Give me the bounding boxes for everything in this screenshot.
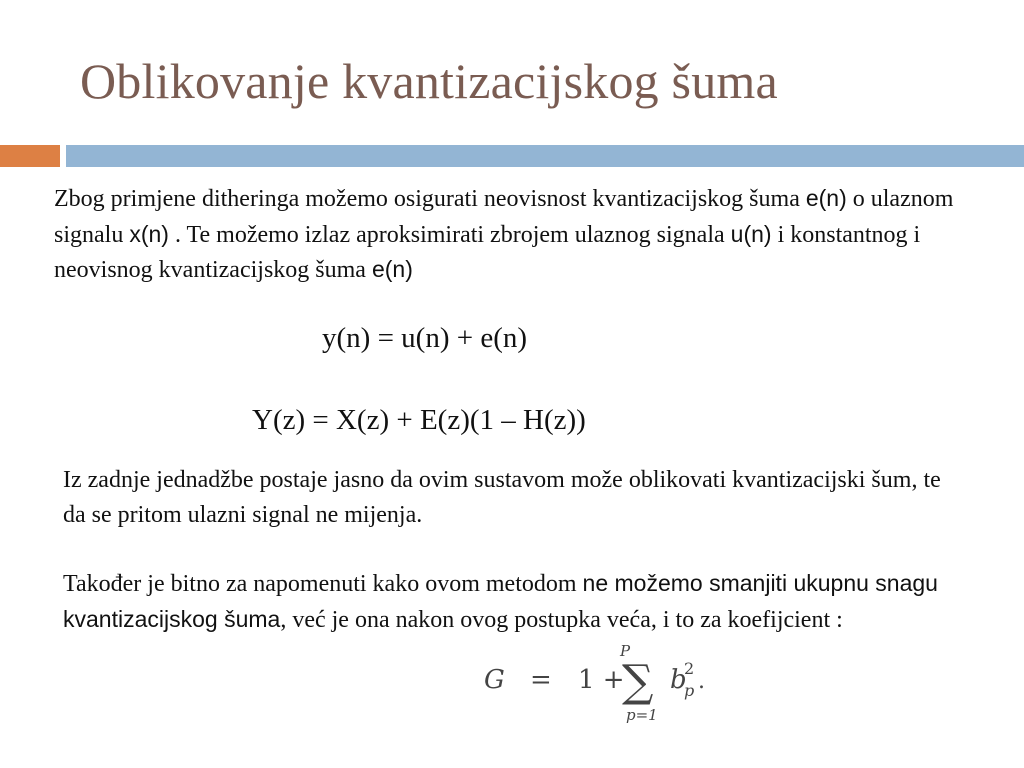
formula-sum-upper: P xyxy=(620,642,631,660)
formula-subscript: p xyxy=(684,681,695,700)
note-text-2: , već je ona nakon ovog postupka veća, i to za koefijcient : xyxy=(280,606,843,633)
intro-text-2: o ulaznom signalu xyxy=(54,186,954,248)
paragraph-conclusion: Iz zadnje jednadžbe postaje jasno da ovim sustavom može oblikovati kvantizacijski šum, te da se pritom ulazni signal ne mijenja. xyxy=(63,467,941,528)
formula-lhs: G xyxy=(484,665,505,695)
formula-one-plus: 1 + xyxy=(578,665,625,695)
signal-x-n: x(n) xyxy=(129,220,169,247)
paragraph-intro xyxy=(54,181,954,288)
accent-bar-blue xyxy=(66,145,1024,167)
formula-superscript: 2 xyxy=(684,659,695,678)
equation-z-domain: Y(z) = X(z) + E(z)(1 – H(z)) xyxy=(252,404,586,436)
intro-text-1: Zbog primjene ditheringa možemo osigurati neovisnost kvantizacijskog šuma xyxy=(54,186,806,212)
formula-sum-sign: ∑ xyxy=(622,656,654,707)
signal-u-n: u(n) xyxy=(730,220,772,247)
note-text-1: Također je bitno za napomenuti kako ovom metodom xyxy=(63,571,583,597)
signal-e-n-2: e(n) xyxy=(371,256,413,282)
formula-equals: = xyxy=(530,665,552,695)
accent-bar-orange xyxy=(0,145,60,167)
signal-e-n: e(n) xyxy=(805,185,847,211)
formula-sum-lower: p=1 xyxy=(626,706,658,724)
gain-formula xyxy=(478,636,718,731)
note-emphasis: ne možemo smanjiti ukupnu snagu kvantizacijskog šuma xyxy=(63,570,938,632)
formula-dot: . xyxy=(698,669,705,694)
formula-b: b xyxy=(670,665,687,695)
paragraph-note xyxy=(63,566,963,637)
intro-text-3: . Te možemo izlaz aproksimirati zbrojem ulaznog signala xyxy=(168,221,731,248)
equation-time-domain: y(n) = u(n) + e(n) xyxy=(322,322,528,354)
intro-text-4: i konstantnog i neovisnog kvantizacijskog šuma xyxy=(54,221,921,283)
slide-title: Oblikovanje kvantizacijskog šuma xyxy=(80,53,778,109)
